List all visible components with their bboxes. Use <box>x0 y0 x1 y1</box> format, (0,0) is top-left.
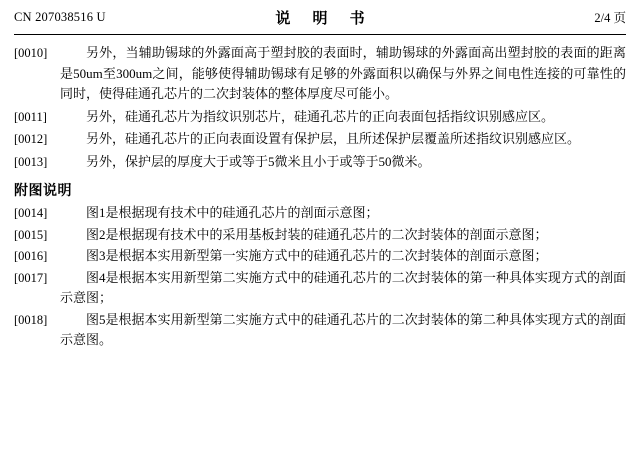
paragraph-text: 另外，当辅助锡球的外露面高于塑封胶的表面时，辅助锡球的外露面高出塑封胶的表面的距离是50um至300um之间，能够使得辅助锡球有足够的外露面积以确保与外界之间电性连接的可靠性的同时，使得硅通孔芯片的二次封装体的整体厚度尽可能小。 <box>60 45 626 101</box>
paragraph-text: 另外，保护层的厚度大于或等于5微米且小于或等于50微米。 <box>86 153 431 169</box>
paragraph-text: 另外，硅通孔芯片为指纹识别芯片，硅通孔芯片的正向表面包括指纹识别感应区。 <box>86 108 555 124</box>
page-title: 说 明 书 <box>275 9 374 27</box>
paragraph-tag: [0016] <box>14 249 48 263</box>
paragraph-text: 图5是根据本实用新型第二实施方式中的硅通孔芯片的二次封装体的第二种具体实现方式的剖面示意图。 <box>60 311 626 347</box>
paragraph-tag: [0011] <box>14 109 47 124</box>
paragraph-tag: [0015] <box>14 227 48 242</box>
paragraph-tag: [0012] <box>14 132 48 146</box>
paragraph-0011 <box>14 107 626 128</box>
paragraph-tag: [0018] <box>14 312 48 327</box>
paragraph-tag: [0017] <box>14 270 48 285</box>
paragraph-0017 <box>14 268 626 309</box>
paragraph-text: 另外，硅通孔芯片的正向表面设置有保护层，且所述保护层覆盖所述指纹识别感应区。 <box>86 131 581 146</box>
paragraph-text: 图3是根据本实用新型第一实施方式中的硅通孔芯片的二次封装体的剖面示意图； <box>86 248 548 263</box>
paragraph-0018 <box>14 310 626 351</box>
paragraph-tag: [0013] <box>14 154 48 169</box>
paragraph-text: 图4是根据本实用新型第二实施方式中的硅通孔芯片的二次封装体的第一种具体实现方式的剖面示意图； <box>60 269 626 305</box>
paragraph-0012 <box>14 129 626 150</box>
document-number: CN 207038516 U <box>14 9 106 24</box>
header-divider <box>14 34 626 35</box>
paragraph-0014 <box>14 203 626 224</box>
document-body <box>14 41 626 351</box>
paragraph-0016 <box>14 246 626 267</box>
section-heading: 附图说明 <box>14 184 72 199</box>
paragraph-0013 <box>14 152 626 173</box>
page-header <box>14 0 626 34</box>
paragraph-text: 图2是根据现有技术中的采用基板封装的硅通孔芯片的二次封装体的剖面示意图； <box>86 226 548 242</box>
page-number: 2/4 页 <box>594 11 626 25</box>
figure-description-list <box>14 203 626 351</box>
paragraph-tag: [0010] <box>14 46 48 60</box>
paragraph-tag: [0014] <box>14 206 48 220</box>
paragraph-0010 <box>14 43 626 105</box>
paragraph-0015 <box>14 225 626 246</box>
paragraph-text: 图1是根据现有技术中的硅通孔芯片的剖面示意图； <box>86 205 379 220</box>
